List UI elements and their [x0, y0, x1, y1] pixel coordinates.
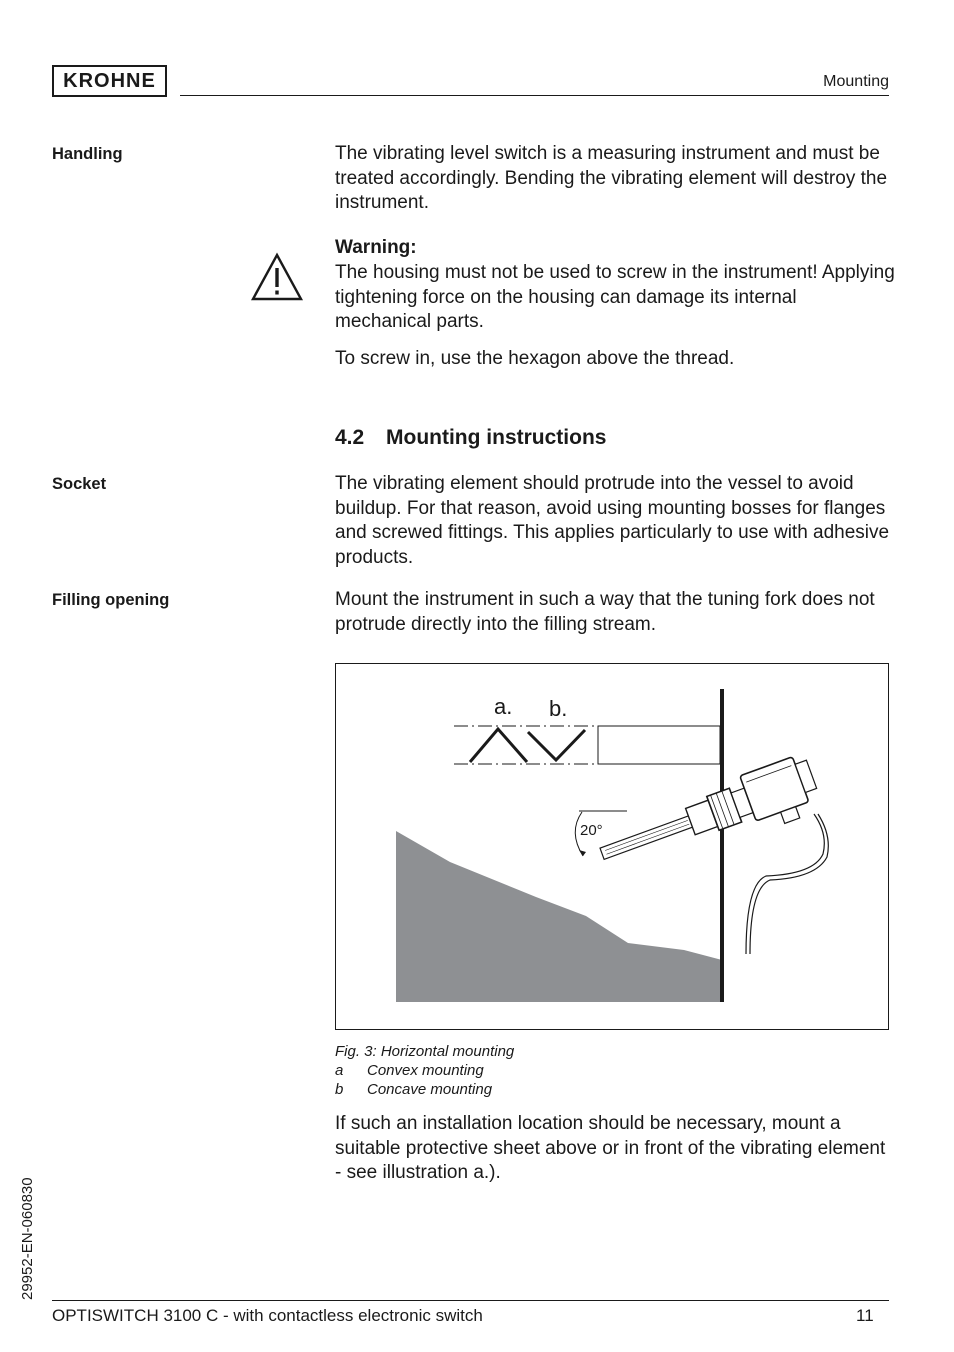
filling-opening-text: Mount the instrument in such a way that the tuning fork does not protrude directly into the filling stream. — [335, 589, 875, 635]
hexagon-text: To screw in, use the hexagon above the thread. — [335, 348, 735, 369]
figure-caption: Fig. 3: Horizontal mounting — [335, 1043, 515, 1060]
legend-key: a — [335, 1062, 344, 1079]
handling-text: The vibrating level switch is a measuring instrument and must be treated accordingly. Bending the vibrating element will destroy the instrument. — [335, 143, 888, 213]
socket-label: Socket — [52, 475, 107, 493]
legend-item — [335, 1080, 492, 1099]
concave-sheet — [528, 730, 585, 760]
warning-title: Warning: — [335, 237, 417, 258]
legend-key: b — [335, 1081, 344, 1098]
closing-text: If such an installation location should be necessary, mount a suitable protective sheet above or in front of the vibrating element - see illustration a.). — [335, 1113, 886, 1183]
document-number: 29952-EN-060830 — [19, 1177, 36, 1300]
convex-sheet — [470, 729, 527, 762]
socket-text: The vibrating element should protrude into the vessel to avoid buildup. For that reason, avoid using mounting bosses for flanges and screwed fittings. This applies particularly to use with adhesive products. — [335, 473, 890, 568]
section-number: 4.2 — [335, 426, 365, 449]
legend-item — [335, 1061, 484, 1080]
header-rule — [180, 95, 889, 96]
warning-text: The housing must not be used to screw in the instrument! Applying tightening force on the housing can damage its internal mechanical parts. — [335, 262, 895, 332]
header-section-title: Mounting — [823, 73, 889, 90]
handling-label: Handling — [52, 145, 123, 163]
warning-icon — [250, 252, 304, 302]
krohne-logo — [52, 65, 167, 97]
cable — [746, 814, 824, 954]
footer-title: OPTISWITCH 3100 C - with contactless electronic switch — [52, 1306, 483, 1325]
legend-text: Concave mounting — [367, 1081, 493, 1098]
figure-horizontal-mounting — [335, 663, 889, 1030]
page-number: 11 — [856, 1306, 874, 1325]
bulk-material — [396, 831, 722, 1002]
legend-text: Convex mounting — [367, 1062, 484, 1079]
filling-opening-label: Filling opening — [52, 591, 170, 609]
logo-text: KROHNE — [63, 69, 156, 92]
section-heading — [335, 426, 606, 450]
label-a: a. — [494, 694, 513, 719]
filling-pipe — [598, 726, 720, 764]
section-title: Mounting instructions — [386, 426, 607, 449]
level-switch-instrument — [593, 753, 824, 886]
footer-rule — [52, 1300, 889, 1301]
mounting-illustration — [336, 664, 888, 1029]
angle-label: 20° — [580, 822, 603, 839]
label-b: b. — [549, 696, 568, 721]
